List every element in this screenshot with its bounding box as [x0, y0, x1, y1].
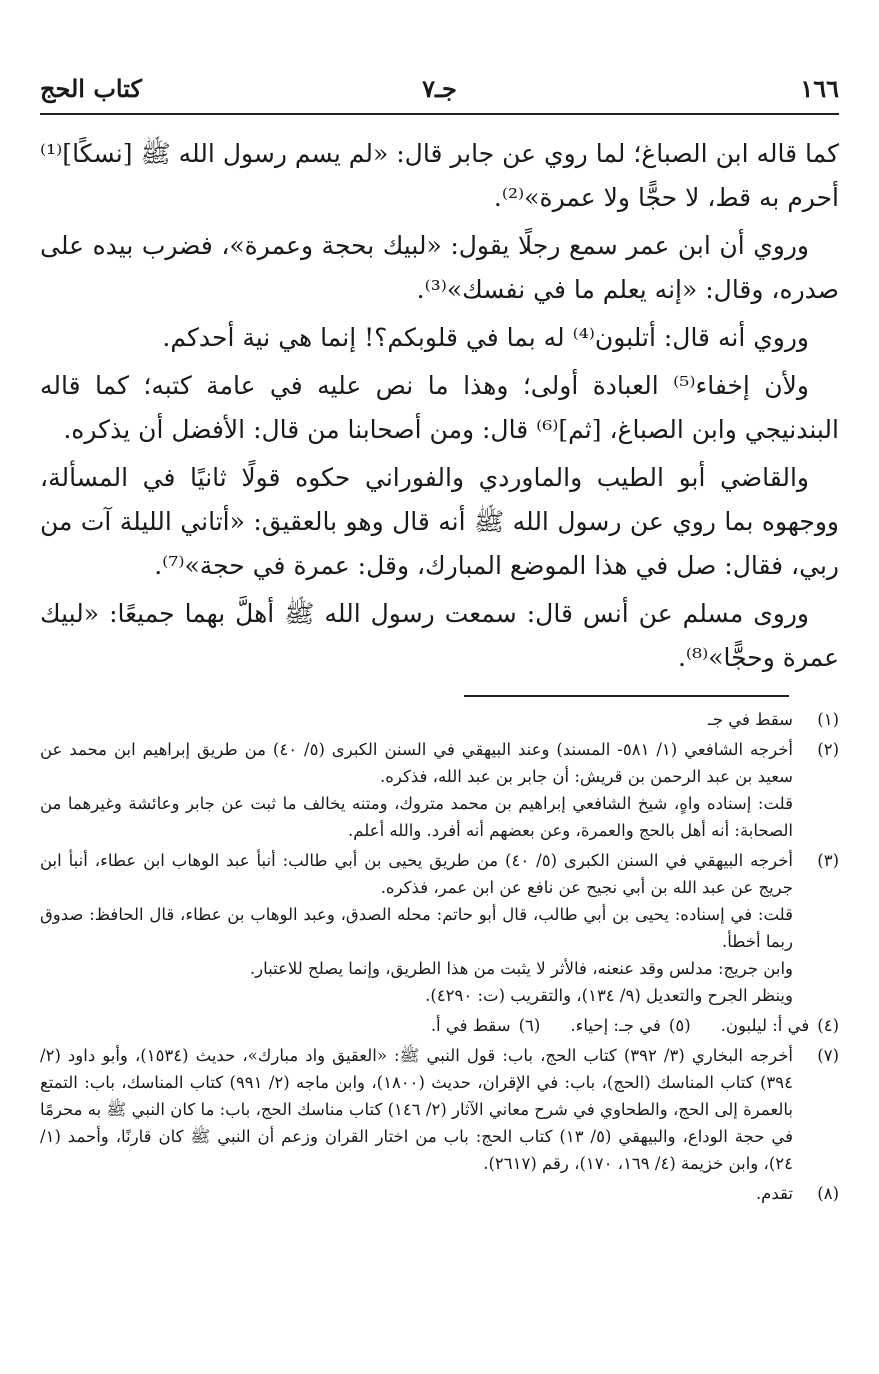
footnote-number: (٥): [668, 1016, 691, 1035]
paragraph: وروى مسلم عن أنس قال: سمعت رسول الله ﷺ أهلَّ بهما جميعًا: «لبيك عمرة وحجًّا»⁽⁸⁾.: [40, 599, 839, 672]
paragraph: ولأن إخفاء⁽⁵⁾ العبادة أولى؛ وهذا ما نص عليه في عامة كتبه؛ كما قاله البندنيجي وابن الصباغ، [ثم]⁽⁶⁾ قال: ومن أصحابنا من قال: الأفضل أن يذكره.: [40, 371, 839, 444]
footnote-number: (١): [817, 710, 839, 729]
footnote-text: في جـ: إحياء.: [570, 1016, 661, 1035]
footnote-text: وينظر الجرح والتعديل (٩/ ١٣٤)، والتقريب (ت: ٤٢٩٠).: [425, 986, 793, 1005]
footnotes: [40, 706, 839, 1210]
paragraph: كما قاله ابن الصباغ؛ لما روي عن جابر قال: «لم يسم رسول الله ﷺ [نسكًا]⁽¹⁾ أحرم به قط، لا حجًّا ولا عمرة»⁽²⁾.: [40, 139, 839, 212]
footnote-text: في أ: ليلبون.: [720, 1016, 810, 1035]
footnote-text: سقط في أ.: [430, 1016, 511, 1035]
footnote-number: (٤): [817, 1016, 839, 1035]
book-title: كتاب الحج: [40, 73, 142, 103]
footnote-text: وابن جريج: مدلس وقد عنعنه، فالأثر لا يثبت من هذا الطريق، وإنما يصلح للاعتبار.: [249, 959, 793, 978]
header-divider: [40, 113, 839, 115]
footnote-number: (٣): [817, 851, 839, 870]
footnote: [40, 1042, 839, 1177]
footnote-group: [40, 1012, 839, 1039]
footnote: [40, 736, 839, 844]
volume-label: جـ٧: [422, 73, 457, 103]
footnote: [431, 1012, 541, 1039]
footnote-divider: [464, 695, 789, 697]
footnote-number: (٢): [817, 740, 839, 759]
footnote: [40, 847, 839, 1009]
footnote-text: قلت: إسناده واهٍ، شيخ الشافعي إبراهيم بن محمد متروك، ومتنه يخالف ما ثبت عن جابر وعائشة وغيرهما من الصحابة: أنه أهل بالحج والعمرة، وعن بعضهم أنه أفرد. والله أعلم.: [40, 794, 793, 840]
footnote: [570, 1012, 690, 1039]
footnote: [40, 1180, 839, 1207]
footnote-text: أخرجه البخاري (٣/ ٣٩٢) كتاب الحج، باب: قول النبي ﷺ: «العقيق واد مبارك»، حديث (١٥٣٤)، وأبو داود (٢/ ٣٩٤) كتاب المناسك (الحج)، باب: في الإقران، حديث (١٨٠٠)، وابن ماجه (٢/ ٩٩١) كتاب المناسك، باب: التمتع بالعمرة إلى الحج، والطحاوي في شرح معاني الآثار (٢/ ١٤٦) كتاب مناسك الحج، باب: ما كان النبي ﷺ به محرمًا في حجة الوداع، والبيهقي (٥/ ١٣) كتاب الحج: باب من اختار القران وزعم أن النبي ﷺ كان قارنًا، وأحمد (١/ ٢٤)، وابن خزيمة (٤/ ١٦٩، ١٧٠)، رقم (٢٦١٧).: [40, 1046, 793, 1173]
footnote-text: أخرجه الشافعي (١/ ٥٨١- المسند) وعند البيهقي في السنن الكبرى (٥/ ٤٠) من طريق إبراهيم ابن محمد عن سعيد بن عبد الرحمن بن قريش: أن جابر بن عبد الله، فذكره.: [40, 740, 793, 786]
running-header: [40, 70, 839, 106]
paragraph: وروي أنه قال: أتلبون⁽⁴⁾ له بما في قلوبكم؟! إنما هي نية أحدكم.: [162, 323, 809, 352]
footnote-text: تقدم.: [755, 1184, 793, 1203]
footnote-number: (٧): [817, 1046, 839, 1065]
footnote-number: (٨): [817, 1184, 839, 1203]
footnote: [721, 1012, 839, 1039]
paragraph: والقاضي أبو الطيب والماوردي والفوراني حكوه قولًا ثانيًا في المسألة، ووجهوه بما روي عن رسول الله ﷺ أنه قال وهو بالعقيق: «أتاني الليلة آت من ربي، فقال: صل في هذا الموضع المبارك، وقل: عمرة في حجة»⁽⁷⁾.: [40, 463, 839, 580]
footnote-text: سقط في جـ: [708, 710, 793, 729]
footnote-text: قلت: في إسناده: يحيى بن أبي طالب، قال أبو حاتم: محله الصدق، وعبد الوهاب بن عطاء، قال الحافظ: صدوق ربما أخطأ.: [40, 905, 793, 951]
footnote: [40, 706, 839, 733]
main-text: [40, 132, 839, 684]
paragraph: وروي أن ابن عمر سمع رجلًا يقول: «لبيك بحجة وعمرة»، فضرب بيده على صدره، وقال: «إنه يعلم ما في نفسك»⁽³⁾.: [40, 231, 839, 304]
footnote-number: (٦): [518, 1016, 541, 1035]
page-number: ١٦٦: [800, 73, 839, 103]
footnote-text: أخرجه البيهقي في السنن الكبرى (٥/ ٤٠) من طريق يحيى بن أبي طالب: أنبأ عبد الوهاب ابن عطاء، أنبأ ابن جريج عن عبد الله بن أبي نجيح عن نافع عن ابن عمر، فذكره.: [40, 851, 794, 897]
